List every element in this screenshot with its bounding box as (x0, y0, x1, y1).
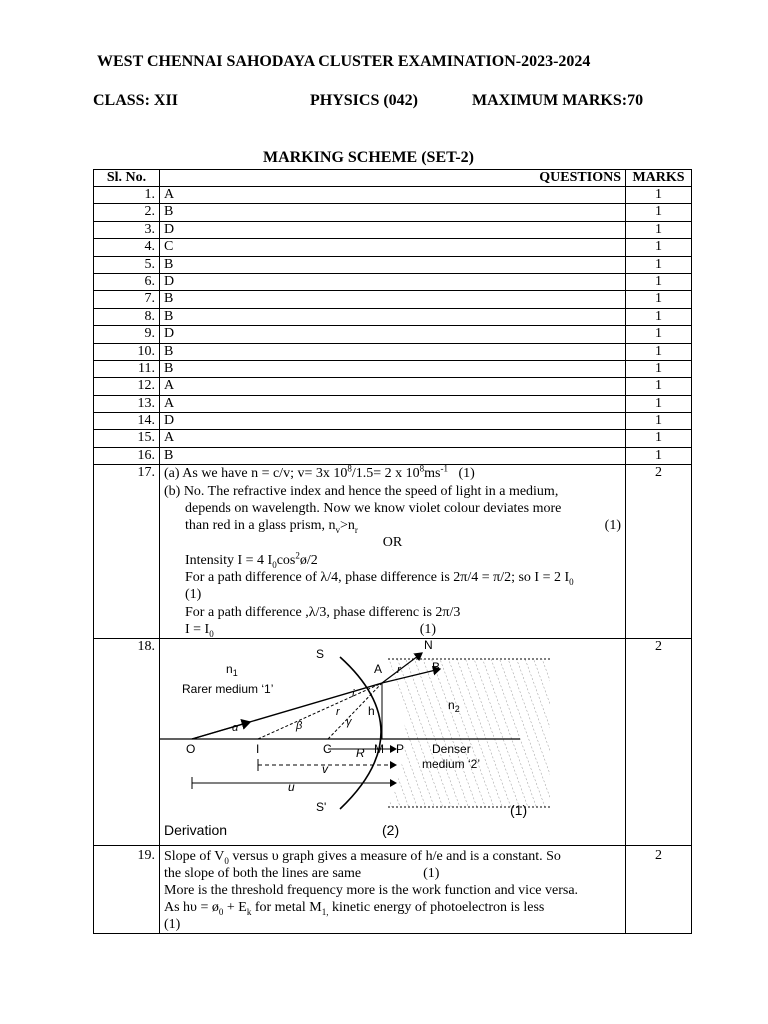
q19-line2: the slope of both the lines are same (1) (164, 866, 440, 882)
mcq-marks: 1 (626, 291, 692, 308)
mcq-marks: 1 (626, 256, 692, 273)
mcq-marks: 1 (626, 326, 692, 343)
table-row (94, 430, 692, 447)
mcq-marks: 1 (626, 413, 692, 430)
label-n2: $n_2$ (448, 698, 460, 715)
mcq-sl: 7. (94, 291, 160, 308)
table-row (94, 221, 692, 238)
table-row (94, 413, 692, 430)
mcq-marks: 1 (626, 187, 692, 204)
label-N: N (424, 639, 433, 653)
mcq-sl: 10. (94, 343, 160, 360)
q18-answer (160, 639, 626, 846)
label-denser: Denser (432, 742, 471, 757)
mcq-sl: 3. (94, 221, 160, 238)
mcq-rows (94, 187, 692, 465)
mcq-marks: 1 (626, 447, 692, 464)
mcq-marks: 1 (626, 378, 692, 395)
label-S: S (316, 647, 325, 662)
label-P: P (396, 742, 405, 757)
mcq-answer: A (160, 430, 626, 447)
q18-sl: 18. (94, 639, 160, 846)
mcq-marks: 1 (626, 343, 692, 360)
label-R: R (356, 746, 365, 761)
mcq-answer: A (160, 187, 626, 204)
mcq-marks: 1 (626, 360, 692, 377)
mcq-sl: 4. (94, 239, 160, 256)
mcq-sl: 9. (94, 326, 160, 343)
spherical-surface (340, 657, 381, 809)
label-alpha: α (232, 722, 239, 735)
mcq-sl: 2. (94, 204, 160, 221)
table-row (94, 204, 692, 221)
label-gamma: γ (346, 716, 352, 729)
q17-path-diff-2: For a path difference ,λ/3, phase differenc is 2π/3 (185, 604, 461, 620)
label-h: h (368, 704, 375, 719)
q19-line3: More is the threshold frequency more is the work function and vice versa. (164, 883, 579, 899)
mcq-answer: D (160, 326, 626, 343)
q19-answer (160, 846, 626, 934)
mcq-sl: 14. (94, 413, 160, 430)
mcq-sl: 13. (94, 395, 160, 412)
table-row (94, 187, 692, 204)
col-header-sl: Sl. No. (94, 170, 160, 187)
label-n1: $n_1$ (226, 662, 238, 679)
subject-label: PHYSICS (042) (310, 92, 419, 109)
q17-part-a: (a) As we have n = c/v; v= 3x $10^8/1.5= 2$ x $10^8ms^{-1}$ (1) (164, 463, 475, 482)
table-row (94, 343, 692, 360)
table-row (94, 378, 692, 395)
label-S-prime: S' (316, 800, 327, 815)
q17-path-diff-1-mark: (1) (185, 587, 202, 603)
mcq-marks: 1 (626, 204, 692, 221)
q19-line1: Slope of $V_0$ versus υ graph gives a measure of h/e and is a constant. So (164, 849, 561, 867)
q19-line4: As $h\upsilon = ø_0 + E_k$ for metal $M_{1,}$ kinetic energy of photoelectron is less (164, 900, 545, 918)
mcq-marks: 1 (626, 221, 692, 238)
q17-sl: 17. (94, 465, 160, 639)
figure-mark: (1) (510, 802, 528, 819)
denser-medium-region (388, 659, 550, 807)
label-beta: β (296, 720, 303, 733)
label-denser-medium: medium ‘2’ (422, 757, 481, 772)
exam-title: WEST CHENNAI SAHODAYA CLUSTER EXAMINATION-2023-2024 (97, 53, 591, 70)
q17-part-b-line3: than red in a glass prism, $n_v>n_r$ (1) (185, 518, 621, 535)
table-row (94, 273, 692, 290)
table-row-q17 (94, 465, 692, 639)
max-marks-label: MAXIMUM MARKS:70 (472, 92, 644, 109)
mcq-sl: 15. (94, 430, 160, 447)
label-B: B (432, 660, 441, 675)
q17-marks: 2 (626, 465, 692, 639)
q17-part-b: (b) No. The refractive index and hence the speed of light in a medium, (164, 483, 559, 499)
mcq-sl: 8. (94, 308, 160, 325)
table-row (94, 291, 692, 308)
col-header-marks: MARKS (626, 170, 692, 187)
q17-path-diff-1: For a path difference of λ/4, phase difference is 2π/4 = π/2; so I = 2 $I_0$ (185, 570, 574, 587)
mcq-answer: D (160, 221, 626, 238)
mcq-answer: B (160, 360, 626, 377)
table-row-q19 (94, 846, 692, 934)
scheme-title: MARKING SCHEME (SET-2) (263, 149, 474, 166)
mcq-answer: B (160, 447, 626, 464)
label-u: u (288, 780, 295, 795)
q19-line5: (1) (164, 917, 181, 933)
mcq-answer: A (160, 395, 626, 412)
derivation-label: Derivation (164, 822, 228, 839)
mcq-answer: D (160, 413, 626, 430)
label-O: O (186, 742, 196, 757)
label-i: i (352, 688, 355, 701)
table-header-row (94, 170, 692, 187)
mcq-marks: 1 (626, 430, 692, 447)
table-row (94, 326, 692, 343)
label-rarer-medium: Rarer medium ‘1’ (182, 682, 274, 697)
label-C: C (323, 742, 332, 757)
mcq-sl: 12. (94, 378, 160, 395)
q17-answer (160, 465, 626, 639)
mcq-marks: 1 (626, 395, 692, 412)
q17-part-b-line2: depends on wavelength. Now we know violet colour deviates more (185, 500, 562, 516)
refraction-spherical-surface-diagram (160, 639, 625, 845)
table-row (94, 256, 692, 273)
mcq-answer: B (160, 308, 626, 325)
label-r-upper: r (397, 664, 401, 677)
q17-result: $I = I_0$ (1) (185, 621, 437, 639)
label-v: v (322, 762, 328, 777)
mcq-sl: 11. (94, 360, 160, 377)
label-r-lower: r (336, 706, 340, 719)
table-row (94, 239, 692, 256)
mcq-sl: 16. (94, 447, 160, 464)
q17-or: OR (382, 535, 403, 551)
mcq-marks: 1 (626, 273, 692, 290)
derivation-mark: (2) (382, 822, 400, 839)
q17-intensity: Intensity I = 4 $I_0\cos^2ø/2$ (185, 550, 318, 570)
label-A: A (374, 662, 383, 677)
mcq-sl: 5. (94, 256, 160, 273)
marking-scheme-table (93, 169, 692, 934)
mcq-answer: A (160, 378, 626, 395)
table-row (94, 308, 692, 325)
mcq-marks: 1 (626, 239, 692, 256)
table-row (94, 447, 692, 464)
table-row (94, 360, 692, 377)
mcq-answer: B (160, 343, 626, 360)
q18-marks: 2 (626, 639, 692, 846)
mcq-answer: C (160, 239, 626, 256)
q19-marks: 2 (626, 846, 692, 934)
mcq-sl: 1. (94, 187, 160, 204)
q19-sl: 19. (94, 846, 160, 934)
mcq-marks: 1 (626, 308, 692, 325)
label-M: M (374, 742, 384, 757)
table-row (94, 395, 692, 412)
class-label: CLASS: XII (93, 92, 178, 109)
col-header-questions: QUESTIONS (160, 170, 626, 187)
mcq-answer: B (160, 291, 626, 308)
mcq-answer: B (160, 256, 626, 273)
mcq-answer: D (160, 273, 626, 290)
mcq-sl: 6. (94, 273, 160, 290)
table-row-q18 (94, 639, 692, 846)
label-I: I (256, 742, 260, 757)
mcq-answer: B (160, 204, 626, 221)
